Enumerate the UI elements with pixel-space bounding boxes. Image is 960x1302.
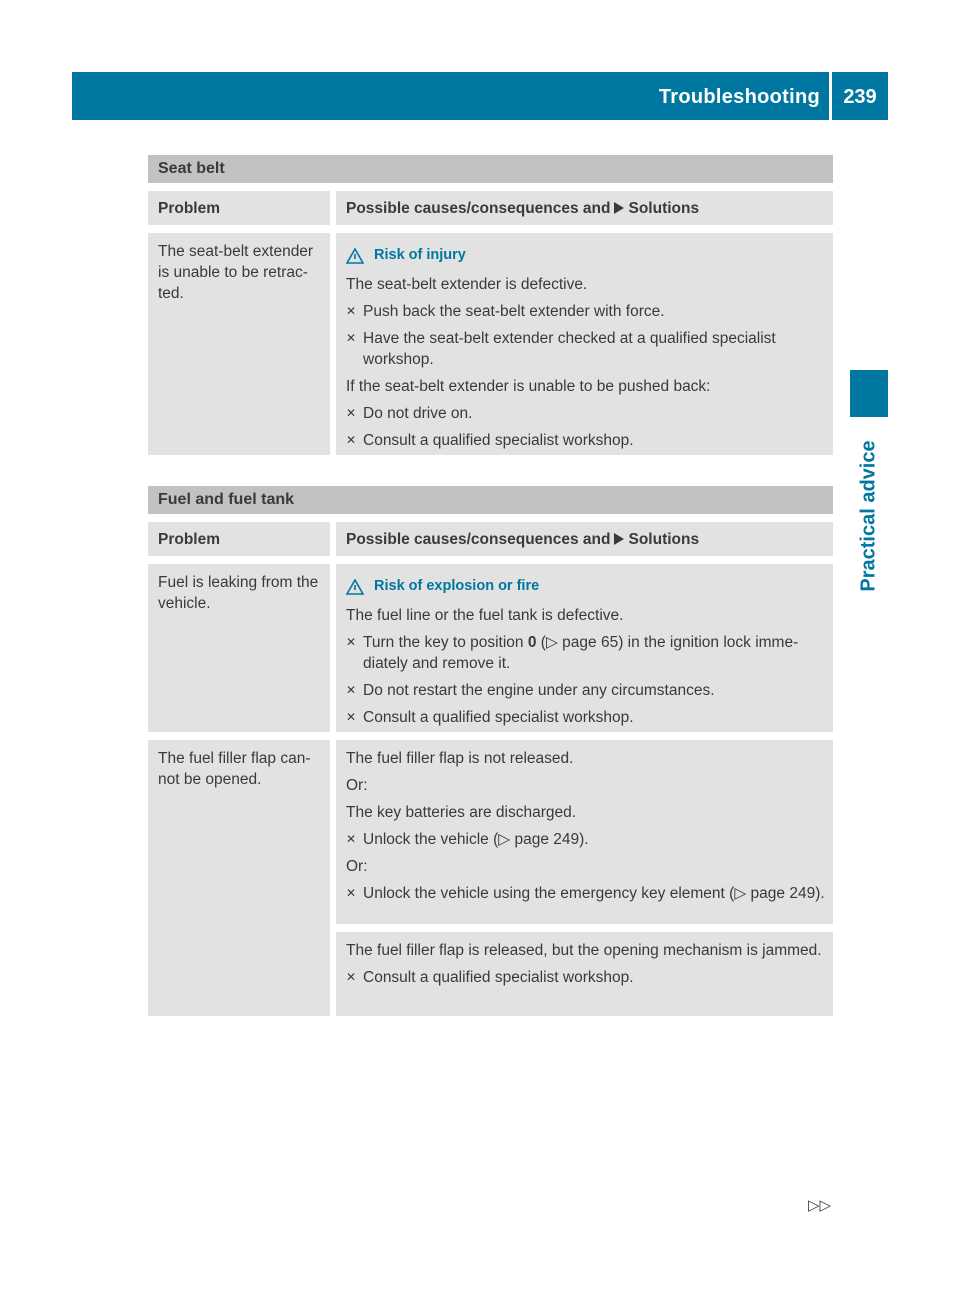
- side-tab-label: Practical advice: [857, 440, 880, 592]
- step-arrow-icon: ✕: [346, 886, 357, 900]
- solution-arrow-icon: [614, 202, 624, 214]
- fuel-table: [148, 486, 833, 1016]
- table-row: [148, 233, 833, 455]
- step-arrow-icon: ✕: [346, 710, 357, 724]
- step-arrow-icon: ✕: [346, 683, 357, 697]
- step-arrow-icon: ✕: [346, 635, 357, 649]
- problem-cell: The fuel filler flap cannot be opened.: [148, 740, 330, 1016]
- warning-heading: Risk of explosion or fire: [346, 576, 825, 597]
- problem-cell: Fuel is leaking from the vehicle.: [148, 564, 330, 732]
- action-step: ✕ Consult a qualified specialist workshop.: [346, 432, 634, 449]
- solution-cell: [336, 740, 833, 924]
- header-divider: [829, 72, 832, 120]
- table-title: Fuel and fuel tank: [148, 486, 833, 514]
- continue-icon: ▷▷: [808, 1197, 832, 1214]
- cause-text: The fuel filler flap is not released.: [346, 750, 574, 767]
- step-arrow-icon: ✕: [346, 406, 357, 420]
- section-title: Troubleshooting: [658, 86, 820, 108]
- action-step: ✕ Consult a qualified specialist workshop.: [346, 709, 634, 726]
- step-arrow-icon: ✕: [346, 304, 357, 318]
- table-row: [148, 740, 833, 1016]
- solution-cell: [336, 932, 833, 1016]
- step-arrow-icon: ✕: [346, 433, 357, 447]
- warning-triangle-icon: [346, 248, 364, 264]
- table-header-row: [148, 191, 833, 225]
- column-header-problem: Problem: [148, 522, 330, 556]
- step-arrow-icon: ✕: [346, 331, 357, 345]
- cause-text: The fuel filler flap is released, but the opening mechanism is jammed.: [346, 942, 822, 959]
- cause-text: The seat-belt extender is defective.: [346, 276, 588, 293]
- page-number: 239: [843, 86, 877, 108]
- column-header-problem: Problem: [148, 191, 330, 225]
- warning-heading: Risk of injury: [346, 245, 825, 266]
- side-tab-marker: [850, 370, 888, 417]
- column-header-solutions: Possible causes/consequences and Solutions: [336, 522, 833, 556]
- or-text: Or:: [346, 777, 368, 794]
- cause-text: The key batteries are discharged.: [346, 804, 577, 821]
- page-header: [72, 72, 888, 120]
- action-step: ✕ Unlock the vehicle using the emergency key element (▷ page 249).: [346, 885, 825, 902]
- condition-text: If the seat-belt extender is unable to be pushed back:: [346, 378, 711, 395]
- action-step: ✕ Unlock the vehicle (▷ page 249).: [346, 831, 589, 848]
- solution-cell: [336, 564, 833, 732]
- or-text: Or:: [346, 858, 368, 875]
- warning-triangle-icon: [346, 579, 364, 595]
- solution-arrow-icon: [614, 533, 624, 545]
- table-title: Seat belt: [148, 155, 833, 183]
- seat-belt-table: [148, 155, 833, 455]
- solution-cell: [336, 233, 833, 455]
- action-step: ✕ Consult a qualified specialist workshop.: [346, 969, 634, 986]
- action-step: ✕ Do not drive on.: [346, 405, 473, 422]
- action-step: ✕ Do not restart the engine under any circumstances.: [346, 682, 715, 699]
- problem-cell: The seat-belt extender is unable to be retracted.: [148, 233, 330, 455]
- step-arrow-icon: ✕: [346, 970, 357, 984]
- action-step: ✕ Have the seat-belt extender checked at a qualified specialist workshop.: [346, 330, 776, 368]
- step-arrow-icon: ✕: [346, 832, 357, 846]
- action-step: ✕ Push back the seat-belt extender with force.: [346, 303, 665, 320]
- column-header-solutions: Possible causes/consequences and Solutions: [336, 191, 833, 225]
- action-step: ✕ Turn the key to position 0 (▷ page 65) in the ignition lock immediately and remove it.: [346, 634, 799, 672]
- table-header-row: [148, 522, 833, 556]
- cause-text: The fuel line or the fuel tank is defective.: [346, 607, 624, 624]
- table-row: [148, 564, 833, 732]
